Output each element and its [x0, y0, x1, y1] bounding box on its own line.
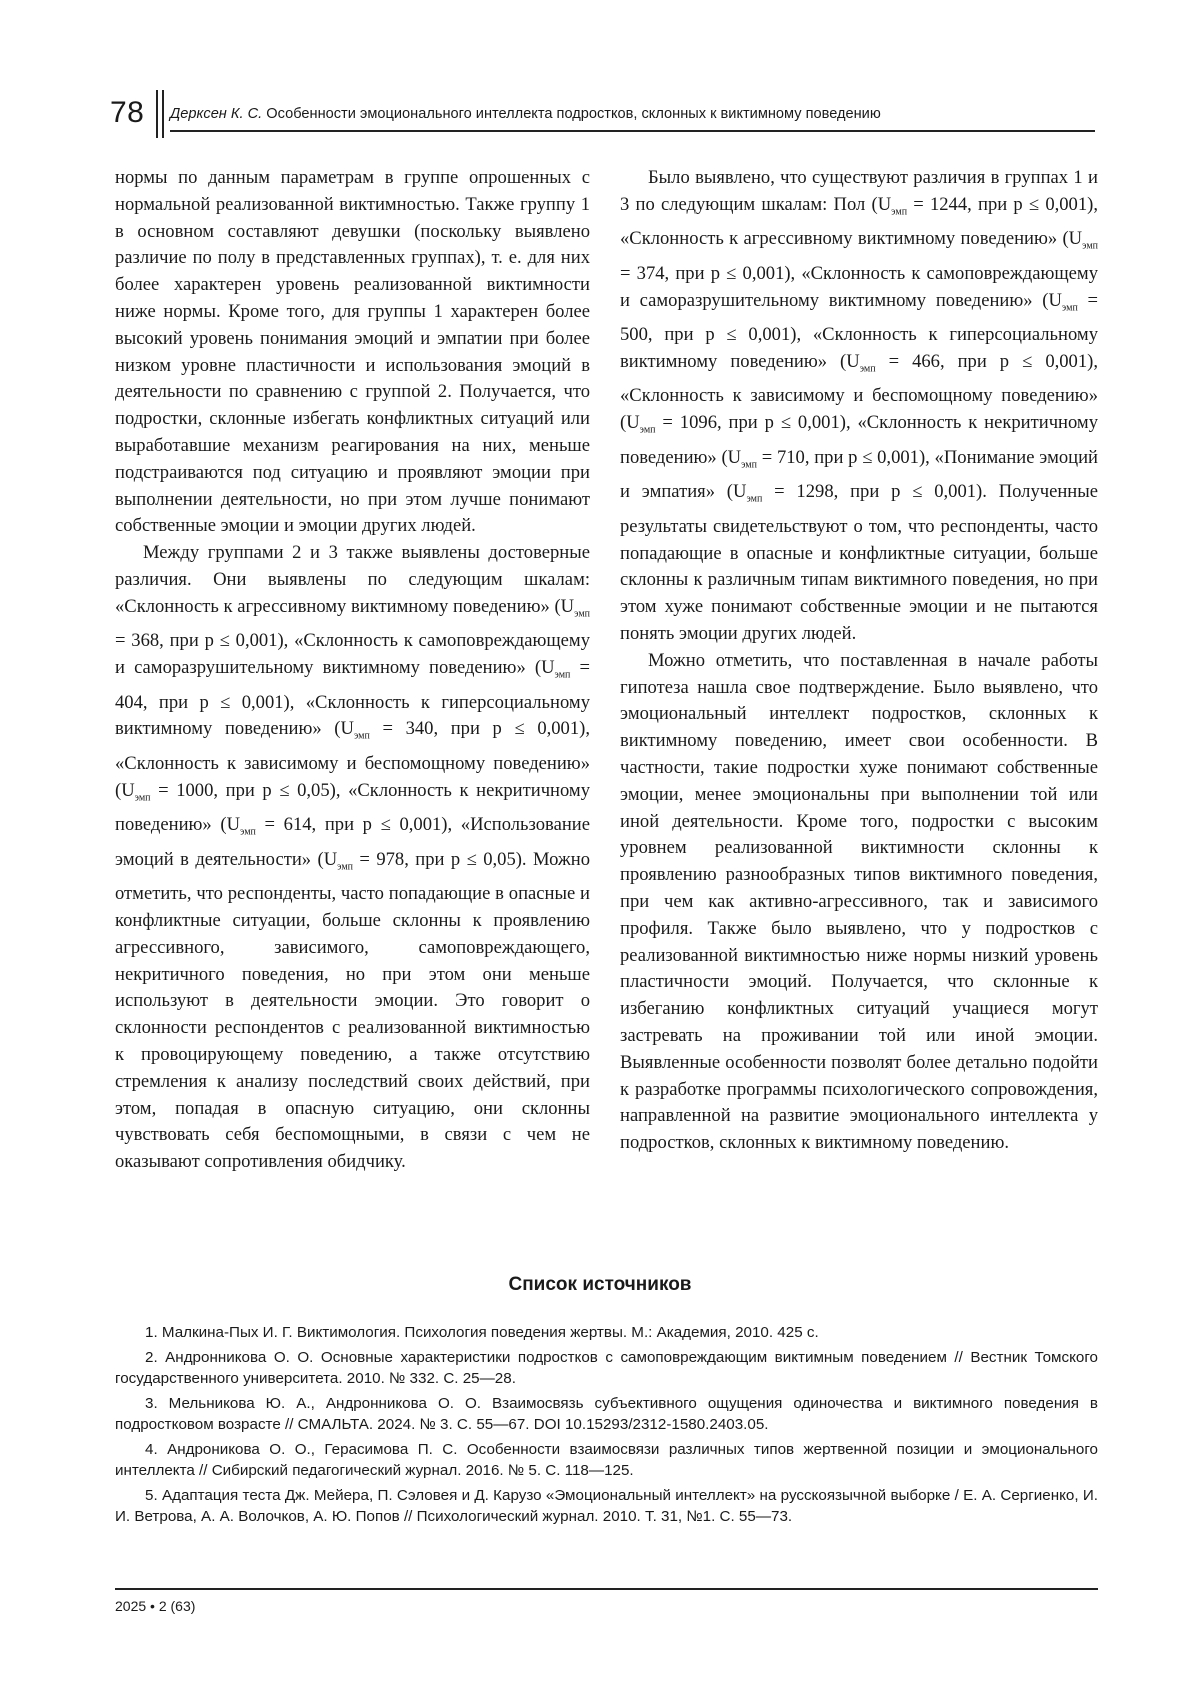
- body-paragraph: Было выявлено, что существуют различия в группах 1 и 3 по следующим шкалам: Пол ($U_{эмп} = 1244$, при p ≤ 0,001), «Склонность к агрессивному виктимному поведению» ($U_{эмп} = 374$, при p ≤ 0,001), «Склонность к самоповреждающему и саморазрушительному виктимному поведению» ($U_{эмп} = 500$, при p ≤ 0,001), «Склонность к гиперсоциальному виктимному поведению» ($U_{эмп} = 466$, при p ≤ 0,001), «Склонность к зависимому и беспомощному поведению» ($U_{эмп} = 1096$, при p ≤ 0,001), «Склонность к некритичному поведению» ($U_{эмп} = 710$, при p ≤ 0,001), «Понимание эмоций и эмпатия» ($U_{эмп} = 1298$, при p ≤ 0,001). Полученные результаты свидетельствуют о том, что респонденты, часто попадающие в опасные и конфликтные ситуации, больше склонны к различным типам виктимного поведения, но при этом хуже понимают собственные эмоции и не пытаются понять эмоции других людей.: [620, 167, 1099, 644]
- subscript-emp: эмп: [574, 608, 590, 620]
- subscript-emp: эмп: [1082, 241, 1098, 253]
- subscript-emp: эмп: [891, 206, 908, 218]
- header-divider-bar: [162, 90, 164, 138]
- subscript-emp: эмп: [746, 494, 763, 505]
- subscript-emp: эмп: [134, 792, 151, 804]
- header-divider-bar: [156, 90, 158, 138]
- subscript-emp: эмп: [240, 826, 256, 838]
- references-heading: Список источников: [508, 1274, 692, 1295]
- references-list: [115, 1322, 1098, 1531]
- reference-item: 2. Андронникова О. О. Основные характеристики подростков с самоповреждающим виктимным поведением // Вестник Томского государственного университета. 2010. № 332. С. 25—28.: [115, 1348, 1098, 1387]
- header-author: Деркcен К. С.: [170, 106, 263, 122]
- right-column: [620, 165, 1098, 1157]
- running-header: [110, 86, 1095, 138]
- body-paragraph: Между группами 2 и 3 также выявлены достоверные различия. Они выявлены по следующим шкалам: «Склонность к агрессивному виктимному поведению» ($U_{эмп} = 368$, при p ≤ 0,001), «Склонность к самоповреждающему и саморазрушительному виктимному поведению» ($U_{эмп} = 404$, при p ≤ 0,001), «Склонность к гиперсоциальному виктимному поведению» ($U_{эмп} = 340$, при p ≤ 0,001), «Склонность к зависимому и беспомощному поведению» ($U_{эмп} = 1000$, при p ≤ 0,05), «Склонность к некритичному поведению» ($U_{эмп} = 614$, при p ≤ 0,001), «Использование эмоций в деятельности» ($U_{эмп} = 978$, при p ≤ 0,05). Можно отметить, что респонденты, часто попадающие в опасные и конфликтные ситуации, больше склонны к проявлению агрессивного, зависимого, самоповреждающего, некритичного поведения, но при этом они меньше используют в деятельности эмоции. Это говорит о склонности респондентов с реализованной виктимностью к провоцирующему поведению, а также отсутствию стремления к анализу последствий своих действий, при этом, попадая в опасную ситуацию, они склонны чувствовать себя беспомощными, в связи с чем не оказывают сопротивления обидчику.: [115, 542, 590, 1173]
- header-rule: [170, 130, 1095, 132]
- page-number: 78: [110, 96, 145, 129]
- reference-item: 1. Малкина-Пых И. Г. Виктимология. Психология поведения жертвы. М.: Академия, 2010. 425 с.: [145, 1324, 819, 1341]
- body-paragraph: нормы по данным параметрам в группе опрошенных с нормальной реализованной виктимностью. Также группу 1 в основном составляют девушки (поскольку выявлено различие по полу в представленных группах), т. е. для них более характерен уровень реализованной виктимности ниже нормы. Кроме того, для группы 1 характерен более высокий уровень понимания эмоций и эмпатии при более низком уровне пластичности и использования эмоций в деятельности по сравнению с группой 2. Получается, что подростки, склонные избегать конфликтных ситуаций или выработавшие механизм реагирования на них, меньше подстраиваются под ситуацию и проявляют эмоции при выполнении деятельности, но при этом лучше понимают собственные эмоции и эмоции других людей.: [115, 167, 590, 537]
- subscript-emp: эмп: [353, 731, 370, 743]
- subscript-emp: эмп: [337, 861, 354, 873]
- reference-item: 5. Адаптация теста Дж. Мейера, П. Сэловея и Д. Карузо «Эмоциональный интеллект» на русскоязычной выборке / Е. А. Сергиенко, И. И. Ветрова, А. А. Волочков, А. Ю. Попов // Психологический журнал. 2010. Т. 31, №1. С. 55—73.: [115, 1486, 1098, 1525]
- footer-rule: [115, 1588, 1098, 1590]
- header-article-title: Особенности эмоционального интеллекта подростков, склонных к виктимному поведению: [266, 106, 881, 122]
- subscript-emp: эмп: [554, 669, 571, 681]
- subscript-emp: эмп: [639, 424, 656, 436]
- body-paragraph: Можно отметить, что поставленная в начале работы гипотеза нашла свое подтверждение. Было выявлено, что эмоциональный интеллект подростков, склонных к виктимному поведению, имеет свои особенности. В частности, такие подростки хуже понимают собственные эмоции, менее эмоциональны при выполнении той или иной деятельности. Кроме того, подростки с высоким уровнем реализованной виктимности склонны к проявлению разнообразных типов виктимного поведения, при чем как активно-агрессивного, так и зависимого профиля. Также было выявлено, что у подростков с реализованной виктимностью ниже нормы низкий уровень пластичности эмоций. Получается, что склонные к избеганию конфликтных ситуаций учащиеся могут застревать на проживании той или иной эмоции. Выявленные особенности позволят более детально подойти к разработке программы психологического сопровождения, направленной на развитие эмоционального интеллекта у подростков, склонных к виктимному поведению.: [620, 649, 1098, 1154]
- subscript-emp: эмп: [859, 363, 876, 375]
- subscript-emp: эмп: [1061, 302, 1078, 314]
- running-title: [170, 106, 881, 122]
- left-column: [115, 165, 590, 1176]
- issue-number: 2025 • 2 (63): [115, 1598, 196, 1614]
- reference-item: 4. Андроникова О. О., Герасимова П. С. Особенности взаимосвязи различных типов жертвенной позиции и эмоционального интеллекта // Сибирский педагогический журнал. 2016. № 5. С. 118—125.: [115, 1440, 1098, 1479]
- subscript-emp: эмп: [741, 459, 757, 471]
- reference-item: 3. Мельникова Ю. А., Андронникова О. О. Взаимосвязь субъективного ощущения одиночества и виктимного поведения в подростковом возрасте // СМАЛЬТА. 2024. № 3. С. 55—67. DOI 10.15293/2312-1580.2403.05.: [115, 1394, 1098, 1433]
